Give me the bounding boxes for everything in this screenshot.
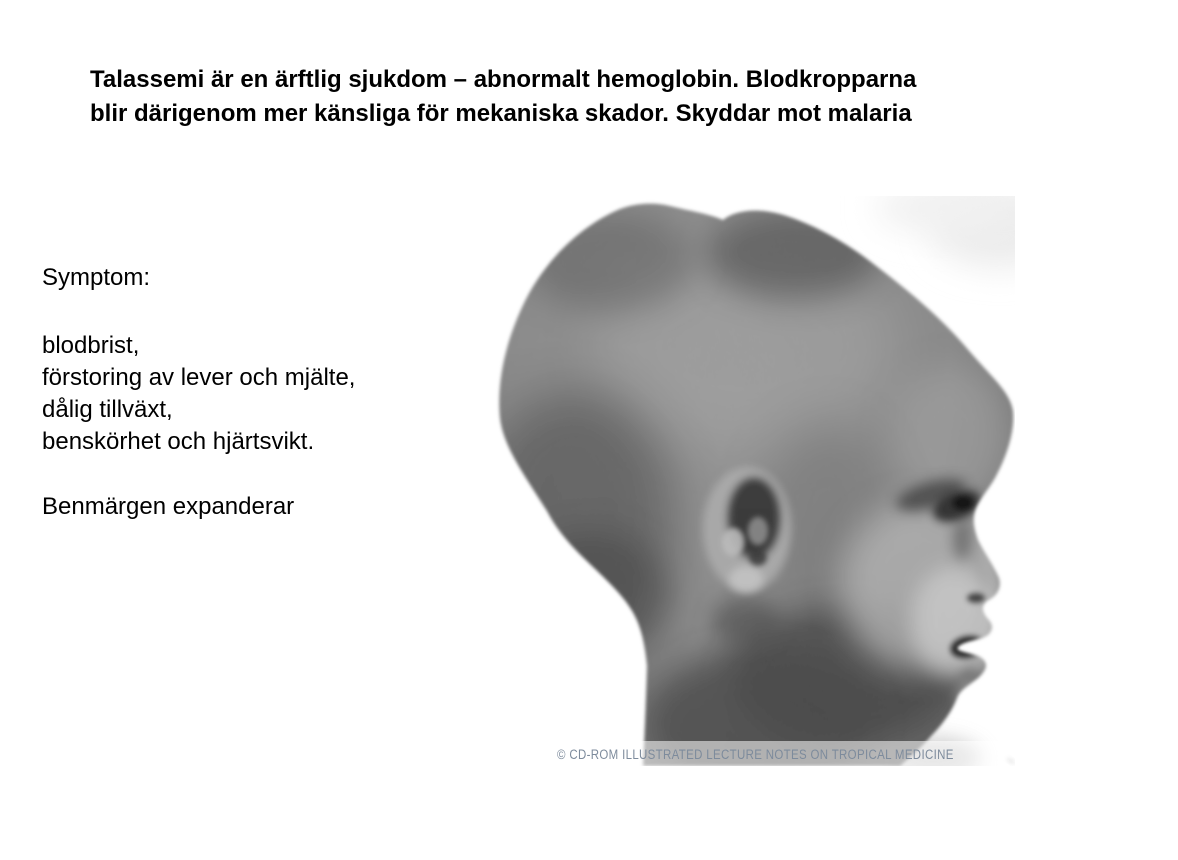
symptom-item: benskörhet och hjärtsvikt. xyxy=(42,428,315,455)
title-line-1: Talassemi är en ärftlig sjukdom – abnormalt hemoglobin. Blodkropparna xyxy=(90,66,917,93)
slide-title xyxy=(90,63,1070,131)
symptoms-list xyxy=(42,330,462,458)
symptoms-block xyxy=(42,262,462,523)
photo-caption-band xyxy=(495,741,1015,767)
symptom-item: blodbrist, xyxy=(42,332,140,359)
photo-caption: © CD-ROM ILLUSTRATED LECTURE NOTES ON TROPICAL MEDICINE xyxy=(556,746,954,762)
symptom-item: förstoring av lever och mjälte, xyxy=(42,364,356,391)
title-line-2: blir därigenom mer känsliga för mekaniska skador. Skyddar mot malaria xyxy=(90,100,912,127)
photo-illustration xyxy=(495,196,1015,766)
film-grain xyxy=(495,196,1015,766)
symptoms-footer: Benmärgen expanderar xyxy=(42,493,295,520)
symptom-item: dålig tillväxt, xyxy=(42,396,173,423)
head-silhouette xyxy=(495,196,1015,766)
child-head-profile-photo xyxy=(495,196,1015,766)
symptoms-heading: Symptom: xyxy=(42,264,151,291)
